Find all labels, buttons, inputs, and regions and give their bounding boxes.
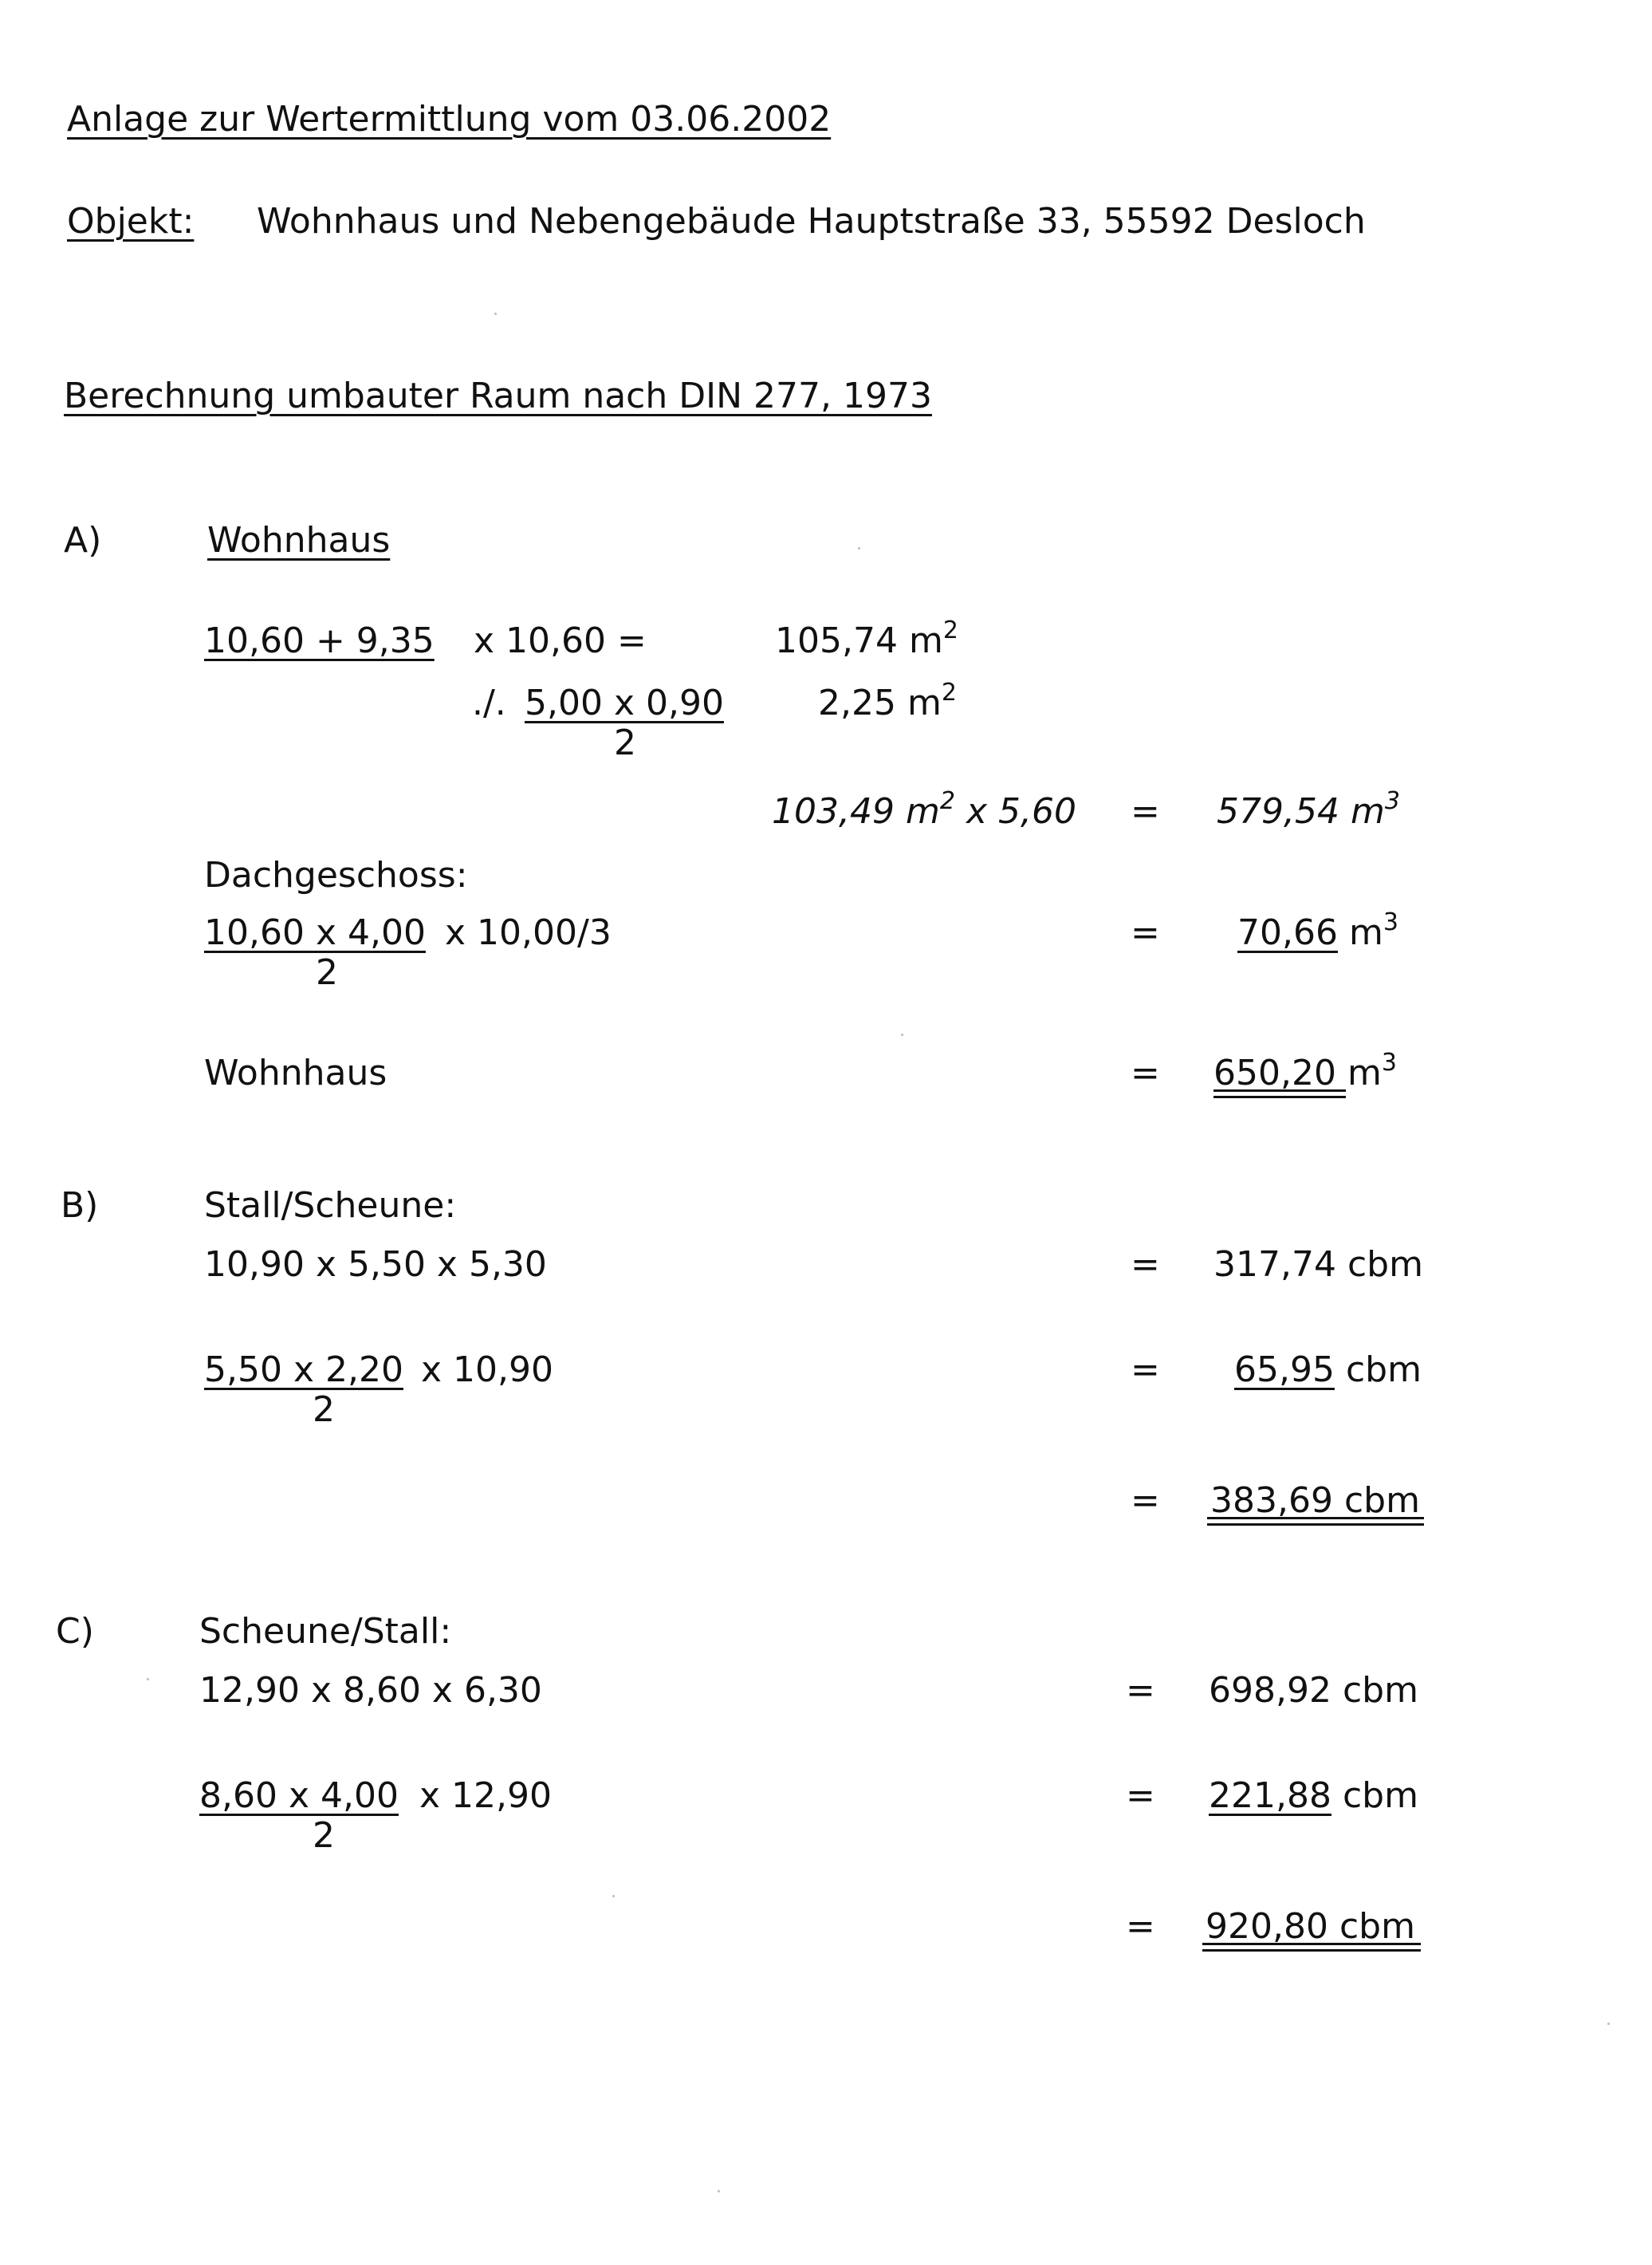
equals-sign: = xyxy=(1126,1670,1155,1711)
double-underline xyxy=(1213,1089,1346,1098)
dachgeschoss-denominator: 2 xyxy=(316,952,338,993)
dachgeschoss-label: Dachgeschoss: xyxy=(204,855,468,896)
section-a-deduct-prefix: ./. xyxy=(472,683,506,723)
unit-m3: m xyxy=(1348,912,1383,953)
equals-sign: = xyxy=(1131,1053,1160,1093)
section-a-net-area xyxy=(772,787,1076,832)
equals-sign: = xyxy=(1131,1349,1160,1390)
section-a-deduct-fraction: 5,00 x 0,90 xyxy=(525,683,724,723)
section-b-denominator: 2 xyxy=(313,1389,335,1430)
section-b-fraction: 5,50 x 2,20 xyxy=(204,1349,403,1390)
section-b-mult: x 10,90 xyxy=(421,1349,553,1390)
section-c-line-1: 12,90 x 8,60 x 6,30 xyxy=(199,1670,542,1711)
unit-exp-3: 3 xyxy=(1383,908,1398,936)
scan-speck xyxy=(858,547,860,550)
unit-m2: m xyxy=(905,791,940,832)
unit-m3: m xyxy=(1347,1053,1382,1093)
section-b-total: 383,69 cbm xyxy=(1210,1480,1420,1521)
unit-exp-3: 3 xyxy=(1381,1049,1397,1077)
object-label: Objekt: xyxy=(67,201,195,242)
unit-m2: m xyxy=(907,683,942,723)
scan-speck xyxy=(494,313,497,315)
section-a-deduct-denominator: 2 xyxy=(614,723,636,763)
dachgeschoss-volume xyxy=(1237,908,1398,953)
section-a-net-area-value: 103,49 xyxy=(772,791,895,832)
dachgeschoss-mult: x 10,00/3 xyxy=(445,912,612,953)
equals-sign: = xyxy=(1126,1775,1155,1816)
section-c-total: 920,80 cbm xyxy=(1206,1906,1415,1947)
scan-speck xyxy=(901,1034,903,1036)
section-a-marker: A) xyxy=(64,520,102,561)
section-b-marker: B) xyxy=(61,1185,99,1226)
wohnhaus-total-label: Wohnhaus xyxy=(204,1053,387,1093)
section-a-height-mult: x 5,60 xyxy=(966,791,1076,832)
unit-cbm: cbm xyxy=(1342,1775,1418,1816)
wohnhaus-total-value: 650,20 xyxy=(1213,1053,1336,1093)
section-c-marker: C) xyxy=(56,1611,94,1652)
dachgeschoss-volume-value: 70,66 xyxy=(1237,912,1338,953)
equals-sign: = xyxy=(1126,1906,1155,1947)
section-c-result-1: 698,92 cbm xyxy=(1209,1670,1418,1711)
section-a-mult-1: x 10,60 = xyxy=(474,620,647,661)
section-b-title: Stall/Scheune: xyxy=(204,1185,457,1226)
equals-sign: = xyxy=(1131,1480,1160,1521)
equals-sign: = xyxy=(1131,791,1160,832)
section-a-volume-1 xyxy=(1217,787,1400,832)
section-c-result-2-value: 221,88 xyxy=(1209,1775,1331,1816)
wohnhaus-total-volume xyxy=(1213,1049,1397,1093)
section-b-result-2-value: 65,95 xyxy=(1234,1349,1335,1390)
section-c-result-2 xyxy=(1209,1775,1418,1816)
section-a-deduct-area xyxy=(818,679,957,723)
scan-speck xyxy=(147,1678,149,1680)
section-c-fraction: 8,60 x 4,00 xyxy=(199,1775,399,1816)
unit-exp-2: 2 xyxy=(942,616,958,644)
document-title: Anlage zur Wertermittlung vom 03.06.2002 xyxy=(67,99,832,140)
object-value: Wohnhaus und Nebengebäude Hauptstraße 33, 55592 Desloch xyxy=(257,201,1366,242)
section-c-denominator: 2 xyxy=(313,1815,335,1856)
unit-m3: m xyxy=(1350,791,1385,832)
double-underline xyxy=(1202,1943,1421,1952)
scan-speck xyxy=(718,2190,720,2192)
section-b-result-1: 317,74 cbm xyxy=(1213,1244,1423,1285)
section-a-deduct-area-value: 2,25 xyxy=(818,683,896,723)
unit-exp-3: 3 xyxy=(1384,787,1400,815)
section-b-result-2 xyxy=(1234,1349,1422,1390)
unit-exp-2: 2 xyxy=(939,787,955,815)
section-a-title: Wohnhaus xyxy=(207,520,391,561)
scan-speck xyxy=(612,1895,615,1897)
section-b-line-1: 10,90 x 5,50 x 5,30 xyxy=(204,1244,547,1285)
section-a-area-1-value: 105,74 xyxy=(775,620,898,661)
unit-m2: m xyxy=(908,620,943,661)
dachgeschoss-fraction: 10,60 x 4,00 xyxy=(204,912,426,953)
section-a-area-1 xyxy=(775,616,958,661)
unit-cbm: cbm xyxy=(1345,1349,1422,1390)
section-a-fraction-1: 10,60 + 9,35 xyxy=(204,620,435,661)
scan-speck xyxy=(1607,2023,1610,2025)
double-underline xyxy=(1207,1517,1424,1526)
section-a-volume-1-value: 579,54 xyxy=(1217,791,1339,832)
section-c-mult: x 12,90 xyxy=(419,1775,552,1816)
method-heading: Berechnung umbauter Raum nach DIN 277, 1973 xyxy=(64,376,932,416)
unit-exp-2: 2 xyxy=(941,679,957,707)
section-c-title: Scheune/Stall: xyxy=(199,1611,452,1652)
equals-sign: = xyxy=(1131,912,1160,953)
equals-sign: = xyxy=(1131,1244,1160,1285)
